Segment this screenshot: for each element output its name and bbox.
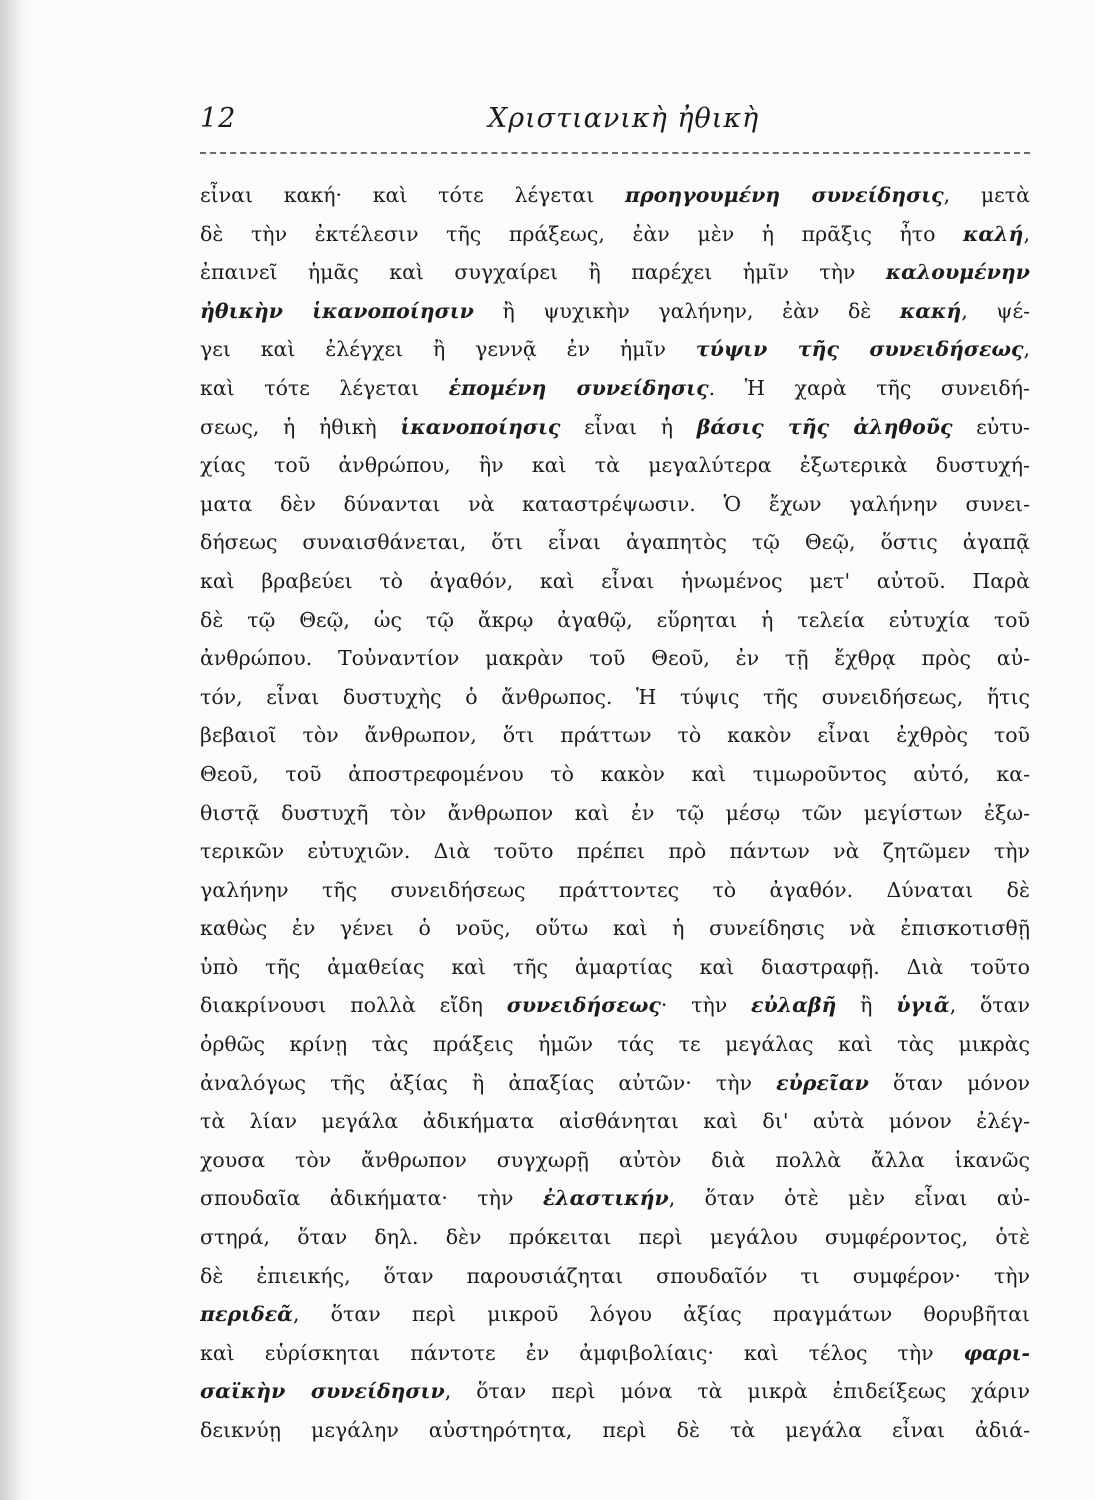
text-segment: εὐτυ-	[952, 414, 1030, 439]
text-line	[200, 1257, 1030, 1296]
text-line	[200, 986, 1030, 1025]
text-line	[200, 330, 1030, 369]
text-line	[200, 215, 1030, 254]
text-line	[200, 369, 1030, 408]
emphasized-term: καλουμένην	[885, 260, 1030, 285]
text-segment: , ψέ-	[961, 298, 1030, 323]
emphasized-term: τύψιν τῆς συνειδήσεως	[695, 337, 1024, 362]
running-title: Χριστιανικὴ ἠθικὴ	[488, 103, 760, 134]
emphasized-term: βάσις τῆς ἀληθοῦς	[696, 414, 953, 439]
text-segment: χουσα τὸν ἄνθρωπον συγχωρῇ αὐτὸν διὰ πολλὰ ἄλλα ἱκανῶς	[200, 1147, 1030, 1172]
text-segment: καὶ βραβεύει τὸ ἀγαθόν, καὶ εἶναι ἡνωμένος μετ' αὐτοῦ. Παρὰ	[200, 568, 1030, 593]
text-line	[200, 1141, 1030, 1180]
emphasized-term: ἑπομένη συνείδησις	[448, 375, 709, 400]
text-line	[200, 601, 1030, 640]
text-line	[200, 1411, 1030, 1450]
text-line	[200, 1218, 1030, 1257]
text-segment: εἶναι κακή· καὶ τότε λέγεται	[200, 183, 625, 207]
text-line	[200, 639, 1030, 678]
emphasized-term: ὑγιᾶ	[896, 993, 950, 1018]
text-segment: Θεοῦ, τοῦ ἀποστρεφομένου τὸ κακὸν καὶ τιμωροῦντος αὐτό, κα-	[200, 761, 1030, 786]
page-number: 12	[200, 103, 237, 134]
text-line	[200, 1064, 1030, 1103]
text-line	[200, 794, 1030, 833]
text-segment: γει καὶ ἐλέγχει ἢ γεννᾷ ἐν ἡμῖν	[200, 337, 696, 362]
text-segment: , ὅταν περὶ μικροῦ λόγου ἀξίας πραγμάτων θορυβῆται	[292, 1302, 1030, 1327]
text-segment: γαλήνην τῆς συνειδήσεως πράττοντες τὸ ἀγαθόν. Δύναται δὲ	[200, 877, 1030, 902]
text-segment: δὲ τὴν ἐκτέλεσιν τῆς πράξεως, ἐὰν μὲν ἡ πρᾶξις ἦτο	[200, 221, 964, 246]
text-segment: δεικνύῃ μεγάλην αὐστηρότητα, περὶ δὲ τὰ μεγάλα εἶναι ἀδιά-	[200, 1418, 1030, 1442]
text-segment: ἀναλόγως τῆς ἀξίας ἢ ἀπαξίας αὐτῶν· τὴν	[200, 1070, 777, 1095]
text-segment: σεως, ἡ ἠθικὴ	[200, 414, 401, 439]
text-line	[200, 678, 1030, 717]
text-segment: καὶ τότε λέγεται	[200, 375, 449, 400]
emphasized-term: ἠθικὴν ἱκανοποίησιν	[200, 298, 474, 323]
text-line	[200, 1372, 1030, 1411]
emphasized-term: ἐλαστικήν	[542, 1186, 669, 1211]
text-segment: ,	[1023, 221, 1030, 246]
text-segment: θιστᾷ δυστυχῆ τὸν ἄνθρωπον καὶ ἐν τῷ μέσῳ τῶν μεγίστων ἐξω-	[200, 800, 1030, 825]
text-line	[200, 1102, 1030, 1141]
text-segment: · τὴν	[660, 993, 752, 1018]
emphasized-term: ἱκανοποίησις	[400, 414, 561, 439]
text-segment: καὶ εὑρίσκηται πάντοτε ἐν ἀμφιβολίαις· καὶ τέλος τὴν	[200, 1340, 964, 1365]
text-segment: τόν, εἶναι δυστυχὴς ὁ ἄνθρωπος. Ἡ τύψις τῆς συνειδήσεως, ἥτις	[200, 684, 1030, 709]
text-segment: σπουδαῖα ἀδικήματα· τὴν	[200, 1186, 543, 1211]
text-line	[200, 1025, 1030, 1064]
emphasized-term: προηγουμένη συνείδησις	[624, 183, 944, 207]
text-segment: τὰ λίαν μεγάλα ἀδικήματα αἰσθάνηται καὶ δι' αὐτὰ μόνον ἐλέγ-	[200, 1109, 1030, 1134]
body-text	[200, 176, 1030, 1450]
emphasized-term: φαρι-	[963, 1340, 1030, 1365]
text-segment: , ὅταν περὶ μόνα τὰ μικρὰ ἐπιδείξεως χάριν	[444, 1379, 1030, 1404]
text-segment: καθὼς ἐν γένει ὁ νοῦς, οὕτω καὶ ἡ συνείδησις νὰ ἐπισκοτισθῇ	[200, 916, 1030, 941]
text-line	[200, 176, 1030, 215]
text-line	[200, 292, 1030, 331]
text-segment: ὑπὸ τῆς ἀμαθείας καὶ τῆς ἁμαρτίας καὶ διαστραφῇ. Διὰ τοῦτο	[200, 954, 1030, 979]
spine-shadow	[0, 0, 28, 1500]
text-segment: δήσεως συναισθάνεται, ὅτι εἶναι ἀγαπητὸς τῷ Θεῷ, ὅστις ἀγαπᾷ	[200, 530, 1030, 555]
text-segment: βεβαιοῖ τὸν ἄνθρωπον, ὅτι πράττων τὸ κακὸν εἶναι ἐχθρὸς τοῦ	[200, 723, 1030, 748]
text-line	[200, 562, 1030, 601]
emphasized-term: σαϊκὴν συνείδησιν	[200, 1379, 445, 1404]
text-segment: ματα δὲν δύνανται νὰ καταστρέψωσιν. Ὁ ἔχων γαλήνην συνει-	[200, 491, 1030, 516]
text-segment: διακρίνουσι πολλὰ εἴδη	[200, 993, 507, 1018]
text-segment: δὲ τῷ Θεῷ, ὡς τῷ ἄκρῳ ἀγαθῷ, εὕρηται ἡ τελεία εὐτυχία τοῦ	[200, 607, 1030, 632]
text-line	[200, 485, 1030, 524]
text-segment: ὀρθῶς κρίνῃ τὰς πράξεις ἡμῶν τάς τε μεγάλας καὶ τὰς μικρὰς	[200, 1032, 1030, 1057]
emphasized-term: καλή	[963, 221, 1024, 246]
emphasized-term: εὐλαβῆ	[751, 993, 837, 1018]
emphasized-term: περιδεᾶ	[200, 1302, 293, 1327]
page-header	[200, 103, 1030, 147]
text-segment: εἶναι ἡ	[560, 414, 697, 439]
text-segment: . Ἡ χαρὰ τῆς συνειδή-	[708, 375, 1030, 400]
text-line	[200, 755, 1030, 794]
text-segment: χίας τοῦ ἀνθρώπου, ἣν καὶ τὰ μεγαλύτερα ἐξωτερικὰ δυστυχή-	[200, 453, 1030, 478]
text-segment: , μετὰ	[943, 183, 1030, 207]
header-rule	[200, 152, 1030, 154]
text-segment: ,	[1023, 337, 1030, 362]
text-segment: ἢ ψυχικὴν γαλήνην, ἐὰν δὲ	[473, 298, 900, 323]
text-line	[200, 1334, 1030, 1373]
text-line	[200, 832, 1030, 871]
text-segment: , ὅταν ὁτὲ μὲν εἶναι αὐ-	[668, 1186, 1030, 1211]
emphasized-term: κακή	[899, 298, 962, 323]
text-line	[200, 408, 1030, 447]
text-line	[200, 1179, 1030, 1218]
text-segment: ἢ	[836, 993, 897, 1018]
text-line	[200, 253, 1030, 292]
text-segment: ὅταν μόνον	[868, 1070, 1030, 1095]
text-line	[200, 446, 1030, 485]
text-segment: , ὅταν	[949, 993, 1030, 1018]
text-line	[200, 523, 1030, 562]
text-line	[200, 909, 1030, 948]
text-line	[200, 948, 1030, 987]
text-segment: στηρά, ὅταν δηλ. δὲν πρόκειται περὶ μεγάλου συμφέροντος, ὁτὲ	[200, 1225, 1030, 1250]
text-line	[200, 716, 1030, 755]
emphasized-term: εὐρεῖαν	[776, 1070, 869, 1095]
text-segment: δὲ ἐπιεικής, ὅταν παρουσιάζηται σπουδαῖόν τι συμφέρον· τὴν	[200, 1263, 1030, 1288]
text-line	[200, 1295, 1030, 1334]
text-line	[200, 871, 1030, 910]
text-segment: ἀνθρώπου. Τοὐναντίον μακρὰν τοῦ Θεοῦ, ἐν τῇ ἔχθρᾳ πρὸς αὐ-	[200, 646, 1030, 671]
text-segment: τερικῶν εὐτυχιῶν. Διὰ τοῦτο πρέπει πρὸ πάντων νὰ ζητῶμεν τὴν	[200, 839, 1030, 864]
text-segment: ἐπαινεῖ ἡμᾶς καὶ συγχαίρει ἢ παρέχει ἡμῖν τὴν	[200, 260, 886, 285]
emphasized-term: συνειδήσεως	[506, 993, 661, 1018]
